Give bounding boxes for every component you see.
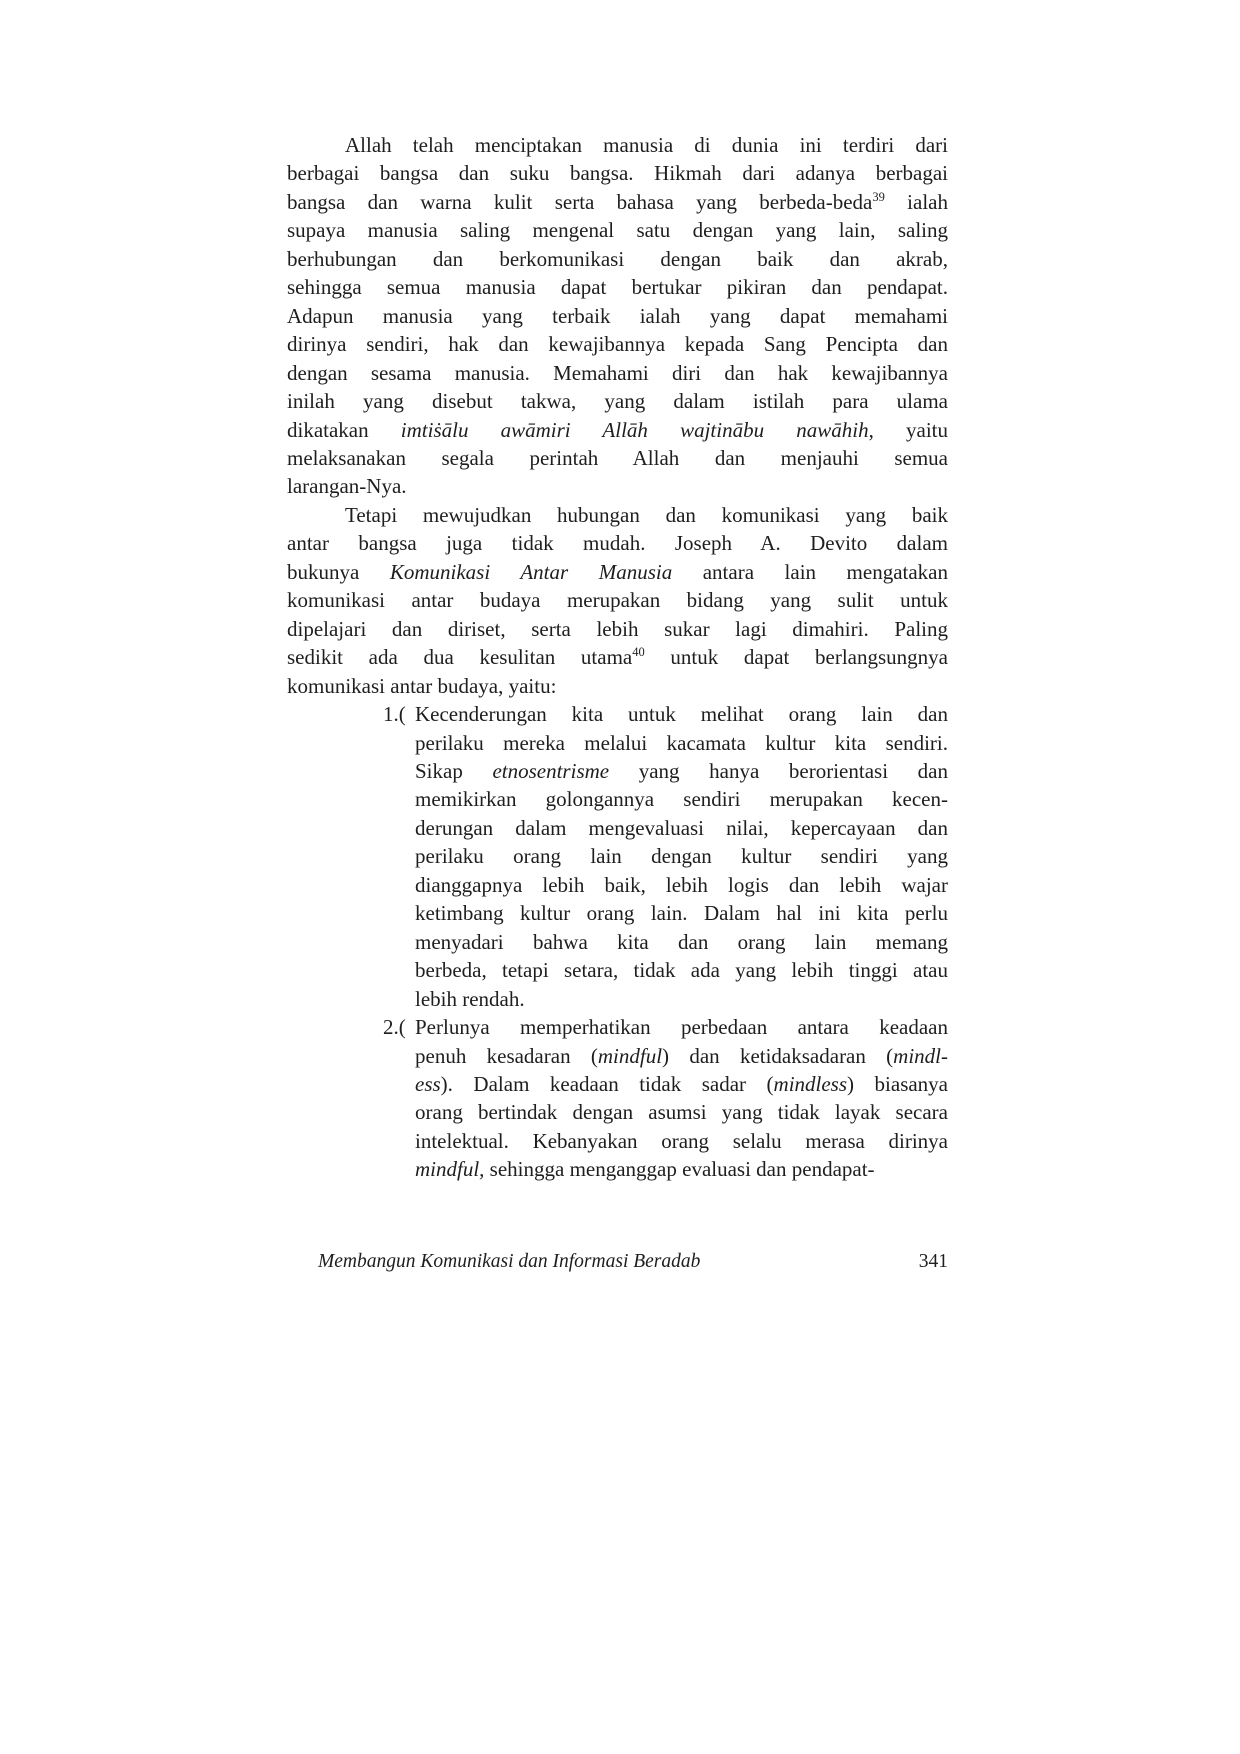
text-segment: dirinya sendiri, hak dan kewajibannya kepada Sang Pencipta dan [287,332,948,357]
text-line [287,558,948,586]
text-segment: Allah telah menciptakan manusia di dunia ini terdiri dari [345,133,948,157]
list-item [287,700,948,1013]
text-segment: berbeda, tetapi setara, tidak ada yang lebih tinggi atau [415,958,948,983]
italic-text: mindl- [893,1043,948,1068]
text-line [415,785,948,813]
paragraph [287,131,948,501]
italic-text: mindless [773,1071,848,1096]
text-segment: orang bertindak dengan asumsi yang tidak layak secara [415,1100,948,1125]
text-segment: berbagai bangsa dan suku bangsa. Hikmah dari adanya berbagai [287,161,948,186]
italic-text: etnosentrisme [492,758,610,783]
text-segment: supaya manusia saling mengenal satu dengan yang lain, saling [287,218,948,243]
list-text [415,700,948,1013]
text-line [415,928,948,956]
text-segment: melaksanakan segala perintah Allah dan menjauhi semua [287,445,948,470]
text-line [287,302,948,330]
text-segment: bangsa dan warna kulit serta bahasa yang berbeda-beda [287,189,873,214]
text-line [287,387,948,415]
text-segment: Tetapi mewujudkan hubungan dan komunikasi yang baik [345,502,948,527]
text-segment: menyadari bahwa kita dan orang lain memang [415,929,948,954]
text-segment: ketimbang kultur orang lain. Dalam hal ini kita perlu [415,901,948,926]
text-segment: ). Dalam keadaan tidak sadar ( [440,1071,774,1096]
text-segment: Kecenderungan kita untuk melihat orang lain dan [415,702,948,727]
text-line [415,1098,948,1126]
text-segment: sehingga menganggap evaluasi dan pendapat- [484,1157,875,1182]
list-marker: 1.( [383,702,406,727]
text-segment: antara lain mengatakan [672,559,949,584]
italic-text: imtiṡālu awāmiri Allāh wajtinābu nawāhih [400,417,869,442]
footnote-ref: 40 [632,645,645,660]
list-item [287,1013,948,1184]
text-line [287,529,948,557]
text-line [287,216,948,244]
text-line [415,842,948,870]
text-segment: memikirkan golongannya sendiri merupakan kecen- [415,787,948,812]
text-line [287,131,948,159]
text-line [287,472,948,500]
text-segment: sedikit ada dua kesulitan utama [287,645,633,670]
body-text [287,131,948,1184]
text-segment: lebih rendah. [415,986,525,1011]
text-segment: inilah yang disebut takwa, yang dalam istilah para ulama [287,389,948,414]
text-segment: Sikap [415,758,493,783]
text-segment: larangan-Nya. [287,474,407,499]
text-segment: komunikasi antar budaya merupakan bidang yang sulit untuk [287,588,948,613]
text-segment: antar bangsa juga tidak mudah. Joseph A. Devito dalam [287,531,948,556]
footer-title: Membangun Komunikasi dan Informasi Beradab [318,1251,701,1272]
text-line [415,985,948,1013]
text-segment: derungan dalam mengevaluasi nilai, kepercayaan dan [415,815,948,840]
text-segment: Perlunya memperhatikan perbedaan antara keadaan [415,1015,948,1040]
italic-text: ess [415,1071,441,1096]
text-segment: Adapun manusia yang terbaik ialah yang dapat memahami [287,303,948,328]
page-number: 341 [918,1251,948,1272]
text-line [415,956,948,984]
text-segment: penuh kesadaran ( [415,1043,598,1068]
text-segment: perilaku mereka melalui kacamata kultur kita sendiri. [415,730,948,755]
text-line [415,1127,948,1155]
italic-text: Komunikasi Antar Manusia [389,559,673,584]
list-text [415,1013,948,1184]
text-segment: untuk dapat berlangsungnya [644,645,948,670]
text-line [415,1070,948,1098]
text-line [415,1155,948,1183]
text-line [415,871,948,899]
text-segment: dikatakan [287,417,401,442]
text-segment: perilaku orang lain dengan kultur sendiri yang [415,844,948,869]
text-segment: ) dan ketidaksadaran ( [662,1043,894,1068]
text-segment: dipelajari dan diriset, serta lebih sukar lagi dimahiri. Paling [287,616,948,641]
text-segment: ) biasanya [847,1071,949,1096]
italic-text: mindful [597,1043,663,1068]
text-line [415,729,948,757]
text-line [415,814,948,842]
text-line [287,330,948,358]
paragraph [287,501,948,700]
text-segment: ialah [884,189,948,214]
footnote-ref: 39 [872,189,885,204]
text-line [287,643,948,671]
text-line [415,757,948,785]
text-line [287,672,948,700]
text-line [287,273,948,301]
text-segment: sehingga semua manusia dapat bertukar pikiran dan pendapat. [287,275,948,300]
text-segment: komunikasi antar budaya, yaitu: [287,673,557,698]
text-line [415,899,948,927]
text-line [415,700,948,728]
text-segment: intelektual. Kebanyakan orang selalu merasa dirinya [415,1128,948,1153]
text-line [287,501,948,529]
text-line [287,615,948,643]
text-line [287,359,948,387]
list-marker: 2.( [383,1015,406,1040]
text-segment: dianggapnya lebih baik, lebih logis dan lebih wajar [415,872,948,897]
italic-text: mindful, [415,1157,485,1182]
text-segment: dengan sesama manusia. Memahami diri dan hak kewajibannya [287,360,948,385]
text-line [287,416,948,444]
text-line [415,1042,948,1070]
text-segment: , yaitu [868,417,948,442]
text-line [287,444,948,472]
text-line [287,188,948,216]
text-segment: bukunya [287,559,390,584]
page-footer [287,1251,948,1273]
text-line [287,586,948,614]
text-segment: yang hanya berorientasi dan [609,758,948,783]
text-segment: berhubungan dan berkomunikasi dengan baik dan akrab, [287,246,948,271]
text-line [415,1013,948,1041]
text-line [287,159,948,187]
text-line [287,245,948,273]
